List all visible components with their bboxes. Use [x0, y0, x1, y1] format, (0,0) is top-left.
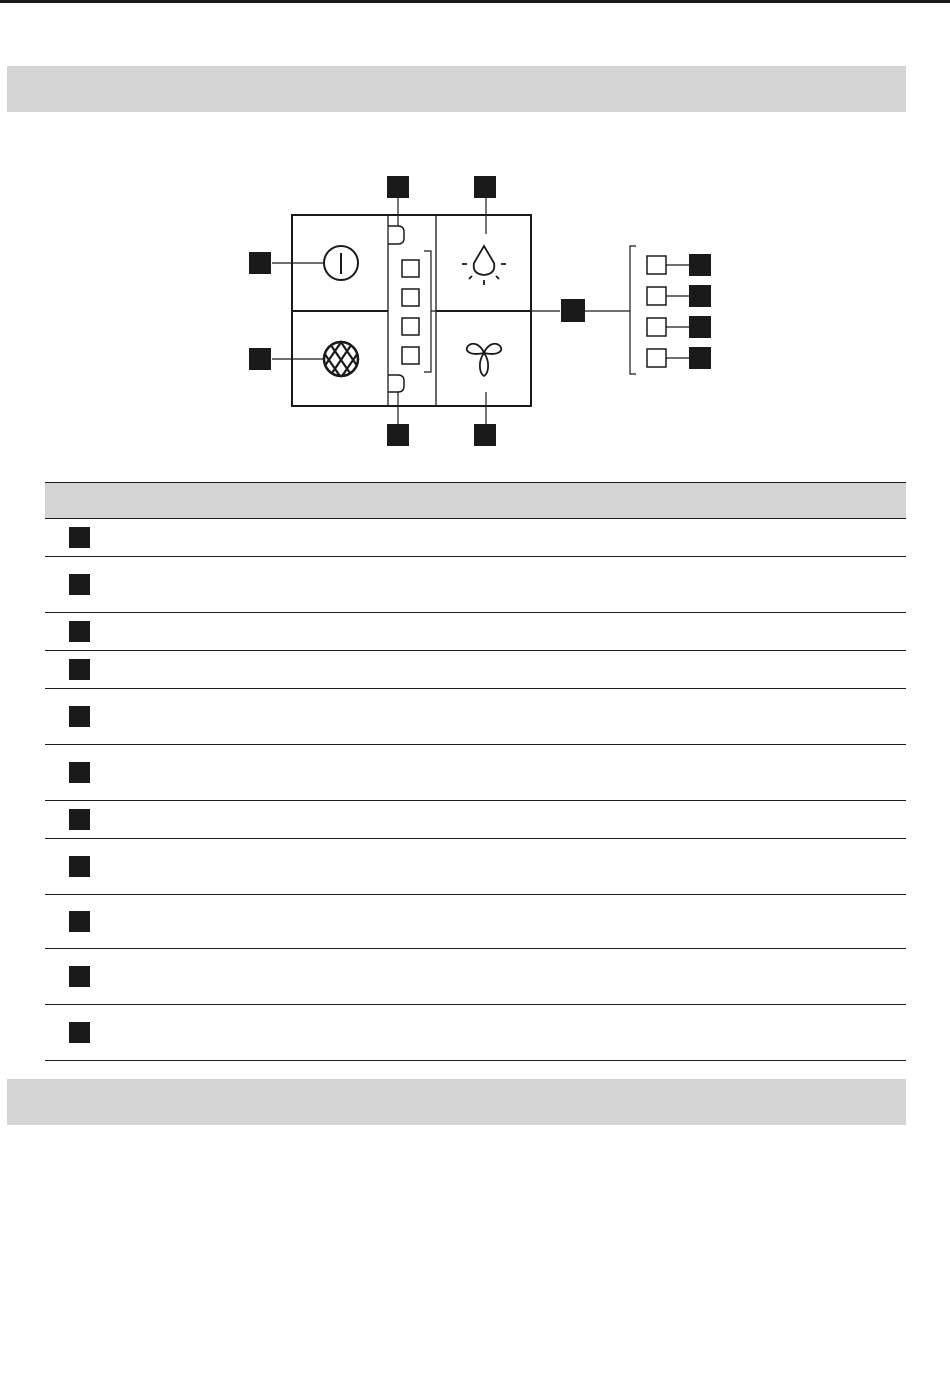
callout-9 — [689, 285, 711, 307]
control-panel-diagram — [0, 0, 950, 480]
indicator-detail — [630, 246, 689, 374]
table-row — [45, 745, 906, 801]
row-number-badge — [69, 762, 90, 783]
table-row — [45, 519, 906, 557]
grease-filter-icon — [310, 326, 372, 388]
section-footer-band — [7, 1079, 906, 1125]
speed-level-indicators — [402, 260, 419, 364]
table-row — [45, 613, 906, 651]
fan-icon — [467, 344, 501, 376]
table-header — [45, 483, 906, 519]
callout-11 — [689, 347, 711, 369]
row-number-badge — [69, 809, 90, 830]
table-row — [45, 689, 906, 745]
speed-indicators-bracket — [424, 251, 431, 372]
on-off-icon — [324, 246, 358, 280]
table-row — [45, 949, 906, 1005]
callout-2 — [474, 176, 496, 198]
row-number-badge — [69, 911, 90, 932]
table-row — [45, 557, 906, 613]
table-row — [45, 801, 906, 839]
row-number-badge — [69, 574, 90, 595]
callout-10 — [689, 316, 711, 338]
row-number-badge — [69, 966, 90, 987]
table-row — [45, 839, 906, 895]
table-row — [45, 651, 906, 689]
callout-6 — [474, 424, 496, 446]
description-table — [45, 482, 906, 1061]
callout-4 — [249, 348, 271, 370]
callout-5 — [387, 424, 409, 446]
row-number-badge — [69, 659, 90, 680]
callout-3 — [249, 252, 271, 274]
row-number-badge — [69, 706, 90, 727]
row-number-badge — [69, 1022, 90, 1043]
table-row — [45, 1005, 906, 1061]
row-number-badge — [69, 621, 90, 642]
callout-7 — [561, 299, 585, 322]
table-row — [45, 895, 906, 949]
row-number-badge — [69, 527, 90, 548]
callout-8 — [689, 254, 711, 276]
callout-1 — [387, 176, 409, 198]
row-number-badge — [69, 856, 90, 877]
indicator-tabs — [388, 226, 404, 392]
light-bulb-icon — [462, 246, 506, 285]
